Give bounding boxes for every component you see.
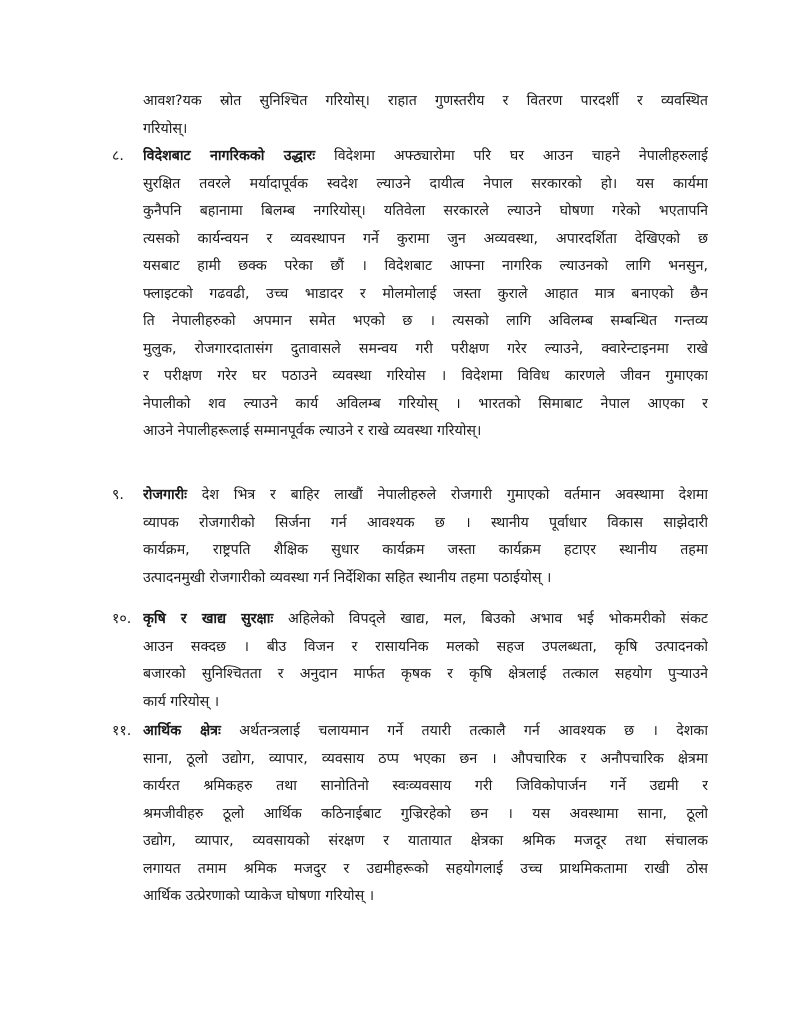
paragraph-line: उद्योग, व्यापार, व्यवसायको संरक्षण र यातायात क्षेत्रका श्रमिक मजदूर तथा संचालक xyxy=(143,833,708,849)
paragraph-line: नेपालीको शव ल्याउने कार्य अविलम्ब गरियोस् । भारतको सिमाबाट नेपाल आएका र xyxy=(143,395,708,412)
paragraph-line: कार्य गरियोस् । xyxy=(143,693,220,710)
item-number: ८. xyxy=(112,148,124,164)
paragraph-line: आउने नेपालीहरूलाई सम्मानपूर्वक ल्याउने र राखे व्यवस्था गरियोस्। xyxy=(143,423,482,439)
paragraph-line: र परीक्षण गरेर घर पठाउने व्यवस्था गरियोस । विदेशमा विविध कारणले जीवन गुमाएका xyxy=(143,368,708,384)
paragraph-line: फ्लाइटको गढवढी, उच्च भाडादर र मोलमोलाई जस्ता कुराले आहात मात्र बनाएको छैन xyxy=(143,285,708,302)
item-body xyxy=(143,143,708,446)
list-item-10 xyxy=(112,606,708,716)
heading-line-text: देश भित्र र बाहिर लाखौं नेपालीहरुले रोजगारी गुमाएको वर्तमान अवस्थामा देशमा xyxy=(187,487,708,503)
item-heading: विदेशबाट नागरिकको उद्धारः xyxy=(143,148,316,164)
item-number: ११. xyxy=(112,723,132,739)
continuation-paragraph xyxy=(143,88,708,143)
item-body xyxy=(143,482,708,592)
paragraph-line: बजारको सुनिश्चितता र अनुदान मार्फत कृषक र कृषि क्षेत्रलाई तत्काल सहयोग पुऱ्याउने xyxy=(143,666,708,682)
paragraph-line: उत्पादनमुखी रोजगारीको व्यवस्था गर्न निर्देशिका सहित स्थानीय तहमा पठाईयोस् । xyxy=(143,569,552,586)
list-item-8 xyxy=(112,143,708,446)
item-heading: आर्थिक क्षेत्रः xyxy=(143,723,221,739)
paragraph-line: श्रमजीवीहरु ठूलो आर्थिक कठिनाईबाट गुज्रिरहेको छन । यस अवस्थामा साना, ठूलो xyxy=(143,805,708,822)
list-item-11 xyxy=(112,718,708,911)
paragraph-line: कार्यरत श्रमिकहरु तथा सानोतिनो स्वःव्यवसाय गरी जिविकोपार्जन गर्ने उद्यमी र xyxy=(143,778,708,794)
item-heading: रोजगारीः xyxy=(143,487,188,503)
list-item-9 xyxy=(112,482,708,592)
item-body xyxy=(143,606,708,716)
paragraph-line xyxy=(143,482,708,510)
item-number: ९. xyxy=(112,487,124,503)
paragraph-line xyxy=(143,718,708,746)
paragraph-line: गरियोस्। xyxy=(143,120,188,137)
heading-line-text: विदेशमा अफ्ठ्यारोमा परि घर आउन चाहने नेपालीहरुलाई xyxy=(315,148,708,164)
item-body xyxy=(143,718,708,911)
paragraph-line: कार्यक्रम, राष्ट्रपति शैक्षिक सुधार कार्यक्रम जस्ता कार्यक्रम हटाएर स्थानीय तहमा xyxy=(143,542,708,558)
paragraph-line: व्यापक रोजगारीको सिर्जना गर्न आवश्यक छ । स्थानीय पूर्वाधार विकास साझेदारी xyxy=(143,514,708,531)
paragraph-line xyxy=(143,606,708,634)
paragraph-line: आर्थिक उत्प्रेरणाको प्याकेज घोषणा गरियोस् । xyxy=(143,888,375,904)
paragraph-line: ति नेपालीहरुको अपमान समेत भएको छ । त्यसको लागि अविलम्ब सम्बन्धित गन्तव्य xyxy=(143,313,708,329)
paragraph-line: लगायत तमाम श्रमिक मजदुर र उद्यमीहरूको सहयोगलाई उच्च प्राथमिकतामा राखी ठोस xyxy=(143,860,708,877)
item-number: १०. xyxy=(112,611,132,627)
paragraph-line xyxy=(143,143,708,171)
heading-line-text: अर्थतन्त्रलाई चलायमान गर्ने तयारी तत्कालै गर्न आवश्यक छ । देशका xyxy=(220,723,708,739)
paragraph-line: साना, ठूलो उद्योग, व्यापार, व्यवसाय ठप्प भएका छन । औपचारिक र अनौपचारिक क्षेत्रमा xyxy=(143,750,708,767)
paragraph-line: कुनैपनि बहानामा बिलम्ब नगरियोस्। यतिवेला सरकारले ल्याउने घोषणा गरेको भएतापनि xyxy=(143,203,708,219)
paragraph-line: यसबाट हामी छक्क परेका छौं । विदेशबाट आफ्ना नागरिक ल्याउनको लागि भनसुन, xyxy=(143,258,708,274)
heading-line-text: अहिलेको विपद्ले खाद्य, मल, बिउको अभाव भई भोकमरीको संकट xyxy=(273,611,708,627)
paragraph-line: मुलुक, रोजगारदातासंग दुतावासले समन्वय गरी परीक्षण गरेर ल्याउने, क्वारेन्टाइनमा राखे xyxy=(143,340,708,357)
paragraph-line: सुरक्षित तवरले मर्यादापूर्वक स्वदेश ल्याउने दायीत्व नेपाल सरकारको हो। यस कार्यमा xyxy=(143,175,708,192)
item-heading: कृषि र खाद्य सुरक्षाः xyxy=(143,611,274,627)
paragraph-line: आवश?यक स्रोत सुनिश्चित गरियोस्। राहात गुणस्तरीय र वितरण पारदर्शी र व्यवस्थित xyxy=(143,93,708,109)
paragraph-line: आउन सक्दछ । बीउ विजन र रासायनिक मलको सहज उपलब्धता, कृषि उत्पादनको xyxy=(143,638,708,655)
paragraph-line: त्यसको कार्यन्वयन र व्यवस्थापन गर्ने कुरामा जुन अव्यवस्था, अपारदर्शिता देखिएको छ xyxy=(143,230,708,247)
